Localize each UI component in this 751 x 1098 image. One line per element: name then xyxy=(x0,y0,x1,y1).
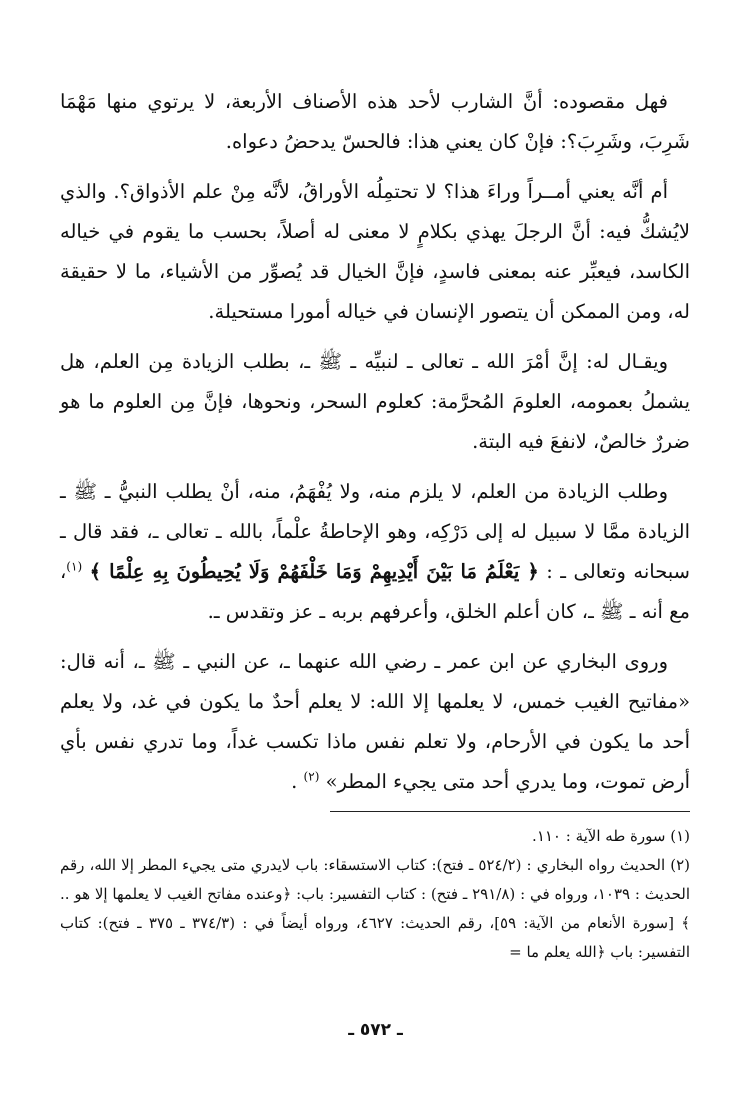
paragraph-5-end: . xyxy=(291,770,298,793)
main-text xyxy=(60,82,690,812)
footnote-2: (٢) الحديث رواه البخاري : (٥٢٤/٢ ـ فتح): كتاب الاستسقاء: باب لايدري متى يجيء المطر إلا الله، رقم الحديث : ١٠٣٩، ورواه في : (٢٩١/٨ ـ فتح) : كتاب التفسير: باب: ﴿وعنده مفاتح الغيب لا يعلمها إلا هو .. ﴾ [سورة الأنعام من الآية: ٥٩]، رقم الحديث: ٤٦٢٧، ورواه أيضاً في : (٣٧٤/٣ ـ ٣٧٥ ـ فتح): كتاب التفسير: باب ﴿الله يعلم ما = xyxy=(60,856,691,961)
footnote-divider xyxy=(330,811,690,812)
paragraph-2: أم أنَّه يعني أمــراً وراءَ هذا؟ لا تحتمِلُه الأوراقُ، لأنَّه مِنْ علم الأذواق؟. والذي لايُشكُّ فيه: أنَّ الرجلَ يهذي بكلامٍ لا معنى له أصلاً، بحسب ما يقوم في خياله الكاسد، فيعبِّر عنه بمعنى فاسدٍ، فإنَّ الخيال قد يُصوِّر من الأشياء، ما لا حقيقة له، ومن الممكن أن يتصور الإنسان في خياله أمورا مستحيلة. xyxy=(60,180,690,323)
paragraph-4 xyxy=(60,472,690,632)
paragraph-4-text: وطلب الزيادة من العلم، لا يلزم منه، ولا يُفْهَمُ، منه، أنْ يطلب النبيُّ ـ ﷺ ـ الزيادة ممَّا لا سبيل له إلى دَرْكِه، وهو الإحاطةُ علْماً، بالله ـ تعالى ـ، فقد قال ـ سبحانه وتعالى ـ : xyxy=(60,480,691,583)
footnote-ref-1: (١) xyxy=(66,559,83,574)
paragraph-4-end: ، مع أنه ـ ﷺ ـ، كان أعلم الخلق، وأعرفهم بربه ـ عز وتقدس ـ. xyxy=(60,560,690,623)
paragraph-5 xyxy=(60,642,690,802)
footnotes xyxy=(60,822,690,967)
page-number: ـ ٥٧٢ ـ xyxy=(348,1020,403,1040)
paragraph-1: فهل مقصوده: أنَّ الشارب لأحد هذه الأصناف الأربعة، لا يرتوي منها مَهْمَا شَرِبَ، وشَرِبَ؟: فإنْ كان يعني هذا: فالحسّ يدحضُ دعواه. xyxy=(60,90,690,153)
quran-verse: ﴿ يَعْلَمُ مَا بَيْنَ أَيْدِيهِمْ وَمَا خَلْفَهُمْ وَلَا يُحِيطُونَ بِهِ عِلْمًا ﴾ xyxy=(89,560,539,583)
hadith-text: وروى البخاري عن ابن عمر ـ رضي الله عنهما ـ، عن النبي ـ ﷺ ـ، أنه قال: «مفاتيح الغيب خمس، لا يعلمها إلا الله: لا يعلم أحدٌ ما يكون في غد، ولا يعلم أحد ما يكون في الأرحام، ولا تعلم نفس ماذا تكسب غداً، وما تدري نفس بأي أرض تموت، وما يدري أحد متى يجيء المطر» xyxy=(60,650,690,793)
footnote-1: (١) سورة طه الآية : ١١٠. xyxy=(532,827,690,845)
paragraph-3: ويقـال له: إنَّ أمْرَ الله ـ تعالى ـ لنبيِّه ـ ﷺ ـ، بطلب الزيادة مِن العلم، هل يشملُ بعمومه، العلومَ المُحرَّمة: كعلوم السحر، ونحوها، فإنَّ مِن العلوم ما هو ضررٌ خالصٌ، لانفعَ فيه البتة. xyxy=(60,350,690,453)
footnote-ref-2: (٢) xyxy=(303,769,320,784)
